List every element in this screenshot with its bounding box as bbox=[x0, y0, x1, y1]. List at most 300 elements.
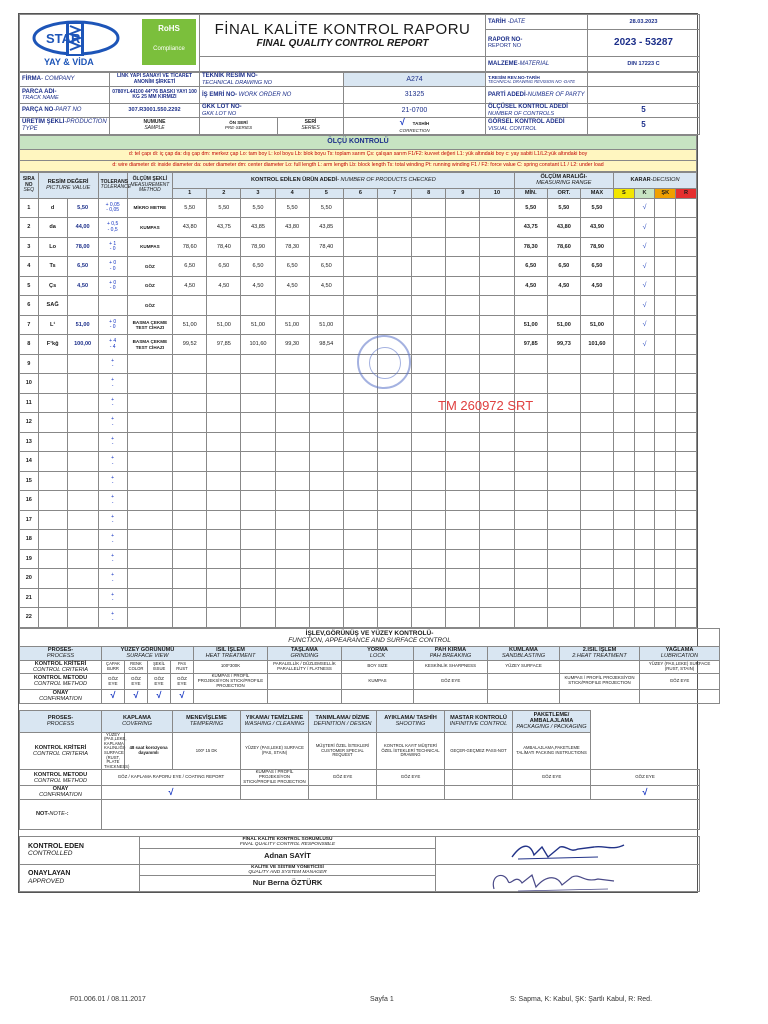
decision-sk bbox=[655, 296, 676, 316]
coating-spec: 48 saat korozyona dayanımlı bbox=[125, 732, 173, 770]
empty-cell bbox=[343, 432, 377, 452]
max-value: 6,50 bbox=[580, 257, 613, 277]
approval-checkmark bbox=[309, 785, 377, 799]
measured-value: 78,30 bbox=[275, 237, 309, 257]
tolerance-plus: + bbox=[111, 396, 115, 403]
dimension-symbol bbox=[38, 432, 67, 452]
tolerance-minus: - bbox=[111, 577, 114, 584]
max-value: 51,00 bbox=[580, 315, 613, 335]
decision-r bbox=[676, 237, 697, 257]
measured-value: 5,50 bbox=[309, 198, 343, 218]
tolerance-plus: + bbox=[111, 494, 115, 501]
empty-cell bbox=[614, 510, 635, 530]
tolerance-plus: + bbox=[111, 455, 115, 462]
empty-cell bbox=[547, 471, 580, 491]
empty-cell bbox=[634, 471, 655, 491]
decision-k-checkmark: √ bbox=[634, 315, 655, 335]
empty-cell bbox=[676, 608, 697, 628]
dimension-symbol bbox=[38, 608, 67, 628]
measured-value: 4,50 bbox=[207, 276, 241, 296]
decision-s bbox=[614, 315, 635, 335]
row-number: 4 bbox=[20, 257, 39, 277]
tolerance-plus: + 0,05 bbox=[105, 201, 120, 208]
method-cell: GÖZ EYE bbox=[102, 674, 125, 690]
proc-header bbox=[560, 646, 640, 660]
empty-cell bbox=[173, 530, 207, 550]
empty-cell bbox=[514, 510, 547, 530]
empty-cell bbox=[614, 608, 635, 628]
proc-header bbox=[445, 710, 513, 732]
approval-checkmark: √ bbox=[148, 689, 171, 703]
nominal-value bbox=[67, 296, 98, 316]
empty-cell bbox=[676, 491, 697, 511]
empty-cell bbox=[207, 530, 241, 550]
measured-value: 51,00 bbox=[275, 315, 309, 335]
empty-cell bbox=[446, 354, 480, 374]
empty-cell bbox=[127, 393, 173, 413]
empty-cell bbox=[343, 393, 377, 413]
tolerance-minus: - bbox=[111, 616, 114, 623]
empty-cell bbox=[547, 432, 580, 452]
proc-subtitle: HEAT TREATMENT bbox=[205, 653, 256, 660]
empty-cell bbox=[614, 452, 635, 472]
approval-checkmark: √ bbox=[102, 689, 125, 703]
nominal-value: 6,50 bbox=[67, 257, 98, 277]
empty-cell bbox=[241, 413, 275, 433]
table-row bbox=[20, 491, 697, 511]
notes-field[interactable] bbox=[102, 799, 700, 829]
tolerance-cell bbox=[98, 432, 127, 452]
measured-value bbox=[412, 296, 446, 316]
tolerance-minus: - 0 bbox=[109, 285, 116, 292]
empty-cell bbox=[480, 452, 514, 472]
decision-s bbox=[614, 335, 635, 355]
table-row bbox=[20, 530, 697, 550]
empty-cell bbox=[173, 549, 207, 569]
tolerance-cell bbox=[98, 257, 127, 277]
empty-cell bbox=[207, 471, 241, 491]
empty-cell bbox=[309, 530, 343, 550]
series-checkmark: √ bbox=[399, 116, 405, 127]
proc-subtitle: SURFACE VIEW bbox=[126, 653, 169, 660]
proc-subtitle: 2.HEAT TREATMENT bbox=[572, 653, 627, 660]
empty-cell bbox=[127, 569, 173, 589]
empty-cell bbox=[480, 608, 514, 628]
empty-cell bbox=[547, 569, 580, 589]
min-value: 4,50 bbox=[514, 276, 547, 296]
empty-cell bbox=[634, 354, 655, 374]
measured-value bbox=[480, 335, 514, 355]
measurement-method: MİKRO METRE bbox=[127, 198, 173, 218]
tolerance-cell bbox=[98, 237, 127, 257]
measured-value bbox=[343, 198, 377, 218]
company-stamp bbox=[357, 335, 411, 389]
empty-cell bbox=[309, 491, 343, 511]
proc-header bbox=[173, 710, 241, 732]
measured-value bbox=[343, 276, 377, 296]
tolerance-plus: + bbox=[111, 533, 115, 540]
visual-control-count: 5 bbox=[588, 117, 700, 134]
measurement-method: GÖZ bbox=[127, 276, 173, 296]
empty-cell bbox=[127, 432, 173, 452]
tolerance-cell bbox=[98, 413, 127, 433]
measured-value bbox=[446, 335, 480, 355]
table-row bbox=[20, 296, 697, 316]
approval-checkmark: √ bbox=[171, 689, 194, 703]
empty-cell bbox=[127, 491, 173, 511]
measured-value bbox=[412, 257, 446, 277]
nominal-value: 100,00 bbox=[67, 335, 98, 355]
empty-cell bbox=[580, 510, 613, 530]
min-value bbox=[514, 296, 547, 316]
table-row bbox=[20, 374, 697, 394]
header-table: STAR YAY & VİDA RoHS Compliance FİNAL KALİTE KONTROL RAPORU FINAL QUALITY CONTROL REPORT TARİH -DATE 28.03.2023 RAPOR NO- REPORT NO 2023 - 53287 MALZEME-MATERIAL DIN 17223 C bbox=[19, 14, 700, 72]
avg-value: 5,50 bbox=[547, 198, 580, 218]
row-number: 21 bbox=[20, 588, 39, 608]
empty-cell bbox=[127, 530, 173, 550]
proc-header bbox=[241, 710, 309, 732]
decision-r bbox=[676, 218, 697, 238]
measured-value bbox=[446, 257, 480, 277]
empty-cell bbox=[241, 452, 275, 472]
empty-cell bbox=[377, 393, 411, 413]
avg-value: 78,60 bbox=[547, 237, 580, 257]
measured-value bbox=[446, 218, 480, 238]
proc-header bbox=[513, 710, 591, 732]
empty-cell bbox=[412, 432, 446, 452]
empty-cell bbox=[377, 510, 411, 530]
empty-cell bbox=[676, 452, 697, 472]
empty-cell bbox=[275, 530, 309, 550]
empty-cell bbox=[127, 510, 173, 530]
measurement-method: BASMA ÇEKME TEST CİHAZI bbox=[127, 315, 173, 335]
dimension-symbol: Lo bbox=[38, 237, 67, 257]
min-value: 97,85 bbox=[514, 335, 547, 355]
empty-cell bbox=[580, 354, 613, 374]
max-value: 5,50 bbox=[580, 198, 613, 218]
dimension-symbol bbox=[38, 413, 67, 433]
empty-cell bbox=[655, 491, 676, 511]
method-cell bbox=[488, 674, 560, 690]
criteria-cell: YÜZEY (PAS,LEKE) SURFACE (PAS, STAIN) bbox=[241, 732, 309, 770]
empty-cell bbox=[275, 471, 309, 491]
empty-cell bbox=[412, 374, 446, 394]
empty-cell bbox=[614, 432, 635, 452]
criteria-cell: BOY SIZE bbox=[342, 660, 414, 673]
proc-title: YIKAMA/ TEMİZLEME bbox=[245, 714, 304, 721]
proc-subtitle: GRINDING bbox=[290, 653, 319, 660]
empty-cell bbox=[309, 510, 343, 530]
empty-cell bbox=[655, 569, 676, 589]
measured-value: 78,40 bbox=[309, 237, 343, 257]
material: DIN 17223 C bbox=[588, 56, 700, 71]
measured-value: 51,00 bbox=[207, 315, 241, 335]
tolerance-plus: + bbox=[111, 552, 115, 559]
criteria-cell: KONTROL KAYIT MÜŞTERİ ÖZEL İSTEKLERİ TECHNICAL DRAWING bbox=[377, 732, 445, 770]
proc-subtitle: PACKAGING / PACKAGING bbox=[516, 724, 587, 731]
decision-k-checkmark: √ bbox=[634, 296, 655, 316]
proc-title: MENEVİŞLEME bbox=[186, 714, 227, 721]
empty-cell bbox=[676, 374, 697, 394]
tolerance-minus: - 0 bbox=[109, 246, 116, 253]
form-number: F01.006.01 / 08.11.2017 bbox=[70, 996, 146, 1003]
tolerance-minus: - 0 bbox=[109, 324, 116, 331]
nominal-value bbox=[67, 432, 98, 452]
min-value: 6,50 bbox=[514, 257, 547, 277]
empty-cell bbox=[676, 588, 697, 608]
criteria-cell: AMBALAJLAMA,PAKETLEME TALİMATI PACKING INSTRUCTIONS bbox=[513, 732, 591, 770]
row-number: 11 bbox=[20, 393, 39, 413]
empty-cell bbox=[446, 569, 480, 589]
empty-cell bbox=[173, 588, 207, 608]
tolerance-plus: + bbox=[111, 591, 115, 598]
empty-cell bbox=[377, 608, 411, 628]
empty-cell bbox=[547, 374, 580, 394]
empty-cell bbox=[207, 510, 241, 530]
tolerance-cell bbox=[98, 393, 127, 413]
empty-cell bbox=[514, 374, 547, 394]
empty-cell bbox=[676, 354, 697, 374]
empty-cell bbox=[207, 374, 241, 394]
method-cell: GÖZ / KAPLAMA RAPORU EYE / COATING REPORT bbox=[102, 770, 241, 786]
dimension-symbol bbox=[38, 510, 67, 530]
empty-cell bbox=[514, 413, 547, 433]
measured-value: 98,54 bbox=[309, 335, 343, 355]
decision-r bbox=[676, 198, 697, 218]
criteria-cell: YÜZEY (PAS,LEKE, KAPLAMA KALINLIĞI) SURFACE (RUST, PLATE THICKNESS) bbox=[102, 732, 125, 770]
empty-cell bbox=[634, 569, 655, 589]
proc-header bbox=[377, 710, 445, 732]
tolerance-plus: + 0 bbox=[109, 318, 117, 325]
empty-cell bbox=[547, 608, 580, 628]
table-row bbox=[20, 452, 697, 472]
criteria-cell: 100* 15 DK bbox=[173, 732, 241, 770]
proc-subtitle: PAH BREAKING bbox=[429, 653, 472, 660]
row-number: 22 bbox=[20, 608, 39, 628]
table-row bbox=[20, 588, 697, 608]
nominal-value bbox=[67, 452, 98, 472]
empty-cell bbox=[275, 452, 309, 472]
tolerance-minus: - bbox=[111, 538, 114, 545]
measured-value: 51,00 bbox=[173, 315, 207, 335]
rohs-badge: RoHS Compliance bbox=[142, 19, 196, 65]
decision-s bbox=[614, 218, 635, 238]
row-number: 16 bbox=[20, 491, 39, 511]
dimension-control-section bbox=[19, 135, 697, 172]
measured-value: 4,50 bbox=[309, 276, 343, 296]
star-logo-icon bbox=[26, 18, 134, 70]
decision-sk bbox=[655, 276, 676, 296]
empty-cell bbox=[480, 588, 514, 608]
criteria-cell: PARALELLİK / DÜZLEMSELLİK PARALLELİTY / FLATNESS bbox=[268, 660, 342, 673]
nominal-value: 51,00 bbox=[67, 315, 98, 335]
method-cell: KUMPAS bbox=[342, 674, 414, 690]
company-name: LİNK YAPI SANAYİ VE TİCARET ANONİM ŞİRKETİ bbox=[110, 73, 200, 87]
measured-value: 43,75 bbox=[207, 218, 241, 238]
empty-cell bbox=[241, 354, 275, 374]
empty-cell bbox=[309, 608, 343, 628]
measured-value: 6,50 bbox=[309, 257, 343, 277]
nominal-value: 4,50 bbox=[67, 276, 98, 296]
empty-cell bbox=[207, 432, 241, 452]
tolerance-cell bbox=[98, 315, 127, 335]
empty-cell bbox=[580, 471, 613, 491]
measurement-method: KUMPAS bbox=[127, 237, 173, 257]
empty-cell bbox=[343, 413, 377, 433]
empty-cell bbox=[309, 588, 343, 608]
row-number: 5 bbox=[20, 276, 39, 296]
tolerance-cell bbox=[98, 374, 127, 394]
measured-value: 4,50 bbox=[173, 276, 207, 296]
empty-cell bbox=[412, 569, 446, 589]
empty-cell bbox=[412, 588, 446, 608]
measured-value bbox=[207, 296, 241, 316]
decision-k-checkmark: √ bbox=[634, 276, 655, 296]
empty-cell bbox=[514, 491, 547, 511]
proc-title: TANIMLAMA/ DİZME bbox=[315, 714, 370, 721]
measured-value bbox=[377, 237, 411, 257]
report-number: 2023 - 53287 bbox=[588, 30, 700, 56]
empty-cell bbox=[480, 569, 514, 589]
approval-checkmark: √ bbox=[591, 785, 700, 799]
dimension-symbol: L¹ bbox=[38, 315, 67, 335]
proc-title: KUMLAMA bbox=[509, 647, 538, 654]
empty-cell bbox=[676, 510, 697, 530]
measurement-method: BASMA ÇEKME TEST CİHAZI bbox=[127, 335, 173, 355]
nominal-value: 78,00 bbox=[67, 237, 98, 257]
empty-cell bbox=[514, 432, 547, 452]
tolerance-plus: + 1 bbox=[109, 240, 117, 247]
empty-cell bbox=[480, 413, 514, 433]
empty-cell bbox=[241, 608, 275, 628]
measured-value bbox=[480, 315, 514, 335]
gkk-lot-no: 21-0700 bbox=[344, 104, 486, 118]
measured-value bbox=[343, 296, 377, 316]
measured-value: 4,50 bbox=[275, 276, 309, 296]
measured-value: 99,52 bbox=[173, 335, 207, 355]
svg-text:STAR: STAR bbox=[46, 31, 81, 46]
criteria-cell: KESKİNLİK SHARPNESS bbox=[414, 660, 488, 673]
empty-cell bbox=[676, 549, 697, 569]
method-cell: KUMPAS / PROFİL PROJEKSİYON STICK/PROFILE PROJECTION bbox=[241, 770, 309, 786]
tolerance-minus: - bbox=[111, 480, 114, 487]
empty-cell bbox=[412, 452, 446, 472]
controller-signature bbox=[508, 839, 628, 863]
measured-value bbox=[480, 276, 514, 296]
empty-cell bbox=[547, 491, 580, 511]
empty-cell bbox=[241, 569, 275, 589]
empty-cell bbox=[514, 549, 547, 569]
empty-cell bbox=[173, 608, 207, 628]
decision-sk bbox=[655, 257, 676, 277]
decision-r bbox=[676, 257, 697, 277]
dimension-symbol bbox=[38, 374, 67, 394]
empty-cell bbox=[614, 530, 635, 550]
tolerance-cell bbox=[98, 569, 127, 589]
min-value: 78,30 bbox=[514, 237, 547, 257]
empty-cell bbox=[446, 374, 480, 394]
empty-cell bbox=[655, 452, 676, 472]
empty-cell bbox=[480, 510, 514, 530]
approver-name: Nur Berna ÖZTÜRK bbox=[140, 876, 436, 892]
tolerance-cell bbox=[98, 452, 127, 472]
empty-cell bbox=[127, 608, 173, 628]
tolerance-plus: + bbox=[111, 513, 115, 520]
criteria-cell: PAS RUST bbox=[171, 660, 194, 673]
method-cell bbox=[445, 770, 513, 786]
table-row bbox=[20, 198, 697, 218]
empty-cell bbox=[676, 413, 697, 433]
svg-text:YAY & VİDA: YAY & VİDA bbox=[44, 57, 94, 67]
measured-value: 43,80 bbox=[173, 218, 207, 238]
tolerance-plus: + bbox=[111, 572, 115, 579]
measured-value: 6,50 bbox=[275, 257, 309, 277]
approval-checkmark bbox=[377, 785, 445, 799]
decision-k-checkmark: √ bbox=[634, 218, 655, 238]
empty-cell bbox=[343, 510, 377, 530]
empty-cell bbox=[614, 471, 635, 491]
nominal-value bbox=[67, 471, 98, 491]
empty-cell bbox=[377, 569, 411, 589]
measured-value bbox=[480, 257, 514, 277]
avg-value: 6,50 bbox=[547, 257, 580, 277]
empty-cell bbox=[634, 608, 655, 628]
empty-cell bbox=[514, 569, 547, 589]
measured-value bbox=[377, 257, 411, 277]
empty-cell bbox=[377, 413, 411, 433]
empty-cell bbox=[309, 569, 343, 589]
method-cell: GÖZ EYE bbox=[414, 674, 488, 690]
decision-sk bbox=[655, 237, 676, 257]
row-number: 6 bbox=[20, 296, 39, 316]
empty-cell bbox=[655, 549, 676, 569]
max-value bbox=[580, 296, 613, 316]
process-control-section: PROSES- PROCESS KAPLAMA COVERING MENEVİŞLEME TEMPERING YIKAMA/ TEMİZLEME WASHING / CLEANING TANIMLAMA/ DİZME DEFINITION / DESIGN AYIKLAMA/ TASHİH SHOOTING MASTAR KONTROLÜ INFINITIVE CONTROL PAKETLEME/ AMBALAJLAMA PACKAGING / PACKAGING KONTROL KRİTERİ CONTROL CRITERIA YÜZEY (PAS,LEKE, KAPLAMA KALINLIĞI) SURFACE (RUST, PLATE THICKNESS) 48 saat korozyona dayanımlı 100* 15 DK YÜZEY (PAS,LEKE) SURFACE (PAS, STAIN) MÜŞTERİ ÖZEL İSTEKLERİ CUSTOMER SPECIAL REQUEST KONTROL KAYIT MÜŞTERİ ÖZEL İSTEKLERİ TECHNICAL DRAWING GEÇER-GEÇMEZ PASS-NOT AMBALAJLAMA,PAKETLEME TALİMATI PACKING INSTRUCTIONS KONTROL METODU CONTROL METHOD GÖZ / KAPLAMA RAPORU EYE / COATING REPORT KUMPAS / PROFİL PROJEKSİYON STICK/PROFILE PROJECTION GÖZ EYE GÖZ EYE GÖZ EYE GÖZ EYE ONAY CONFIRMATION √ √ NOT-NOTE-: bbox=[19, 710, 700, 830]
method-cell: GÖZ EYE bbox=[591, 770, 700, 786]
empty-cell bbox=[480, 491, 514, 511]
decision-s bbox=[614, 276, 635, 296]
dimension-symbol: da bbox=[38, 218, 67, 238]
empty-cell bbox=[127, 452, 173, 472]
part-number: 307.R3001.550.2292 bbox=[110, 104, 200, 118]
empty-cell bbox=[207, 588, 241, 608]
table-row bbox=[20, 257, 697, 277]
measured-value bbox=[377, 218, 411, 238]
proc-header bbox=[194, 646, 268, 660]
tolerance-plus: + bbox=[111, 611, 115, 618]
measured-value bbox=[343, 257, 377, 277]
empty-cell bbox=[275, 354, 309, 374]
function-control-section: İŞLEV,GÖRÜNÜŞ VE YÜZEY KONTROLÜ- FUNCTION, APPEARANCE AND SURFACE CONTROL PROSES- PROCESS YÜZEY GÖRÜNÜMÜ SURFACE VIEW ISIL İŞLEM HEAT TREATMENT TAŞLAMA GRINDING YORMA LOCK PAH KIRMA PAH BREAKING KUMLAMA SANDBLASTING 2.ISIL İŞLEM 2.HEAT TREATMENT YAĞLAMA LUBRICATION KONTROL KRİTERİ CONTROL CRITERIA ÇAPAK BURR RENK COLOR ŞEKİL ISSUE PAS RUST 100*300K PARALELLİK / DÜZLEMSELLİK PARALLELİTY / FLATNESS BOY SIZE KESKİNLİK SHARPNESS YÜZEY SURFACE YÜZEY (PAS,LEKE) SURFACE (RUST, STAIN) KONTROL METODU CONTROL METHOD GÖZ EYE GÖZ EYE GÖZ EYE GÖZ EYE KUMPAS / PROFİL PROJEKSİYON STICK/PROFILE PROJECTION KUMPAS GÖZ EYE KUMPAS / PROFİL PROJEKSİYON STICK/PROFILE PROJECTION GÖZ EYE ONAY CONFIRMATION √ √ √ √ bbox=[19, 628, 720, 704]
proc-title: ISIL İŞLEM bbox=[216, 647, 245, 654]
measured-value: 5,50 bbox=[207, 198, 241, 218]
empty-cell bbox=[676, 393, 697, 413]
empty-cell bbox=[343, 588, 377, 608]
proc-subtitle: LOCK bbox=[369, 653, 386, 660]
empty-cell bbox=[343, 471, 377, 491]
nominal-value bbox=[67, 393, 98, 413]
dimension-symbol: F¹kğ bbox=[38, 335, 67, 355]
criteria-cell: YÜZEY SURFACE bbox=[488, 660, 560, 673]
decision-sk bbox=[655, 315, 676, 335]
page-number: Sayfa 1 bbox=[370, 996, 394, 1003]
empty-cell bbox=[446, 549, 480, 569]
empty-cell bbox=[127, 471, 173, 491]
method-cell: GÖZ EYE bbox=[377, 770, 445, 786]
tolerance-cell bbox=[98, 471, 127, 491]
empty-cell bbox=[412, 608, 446, 628]
method-cell bbox=[268, 674, 342, 690]
